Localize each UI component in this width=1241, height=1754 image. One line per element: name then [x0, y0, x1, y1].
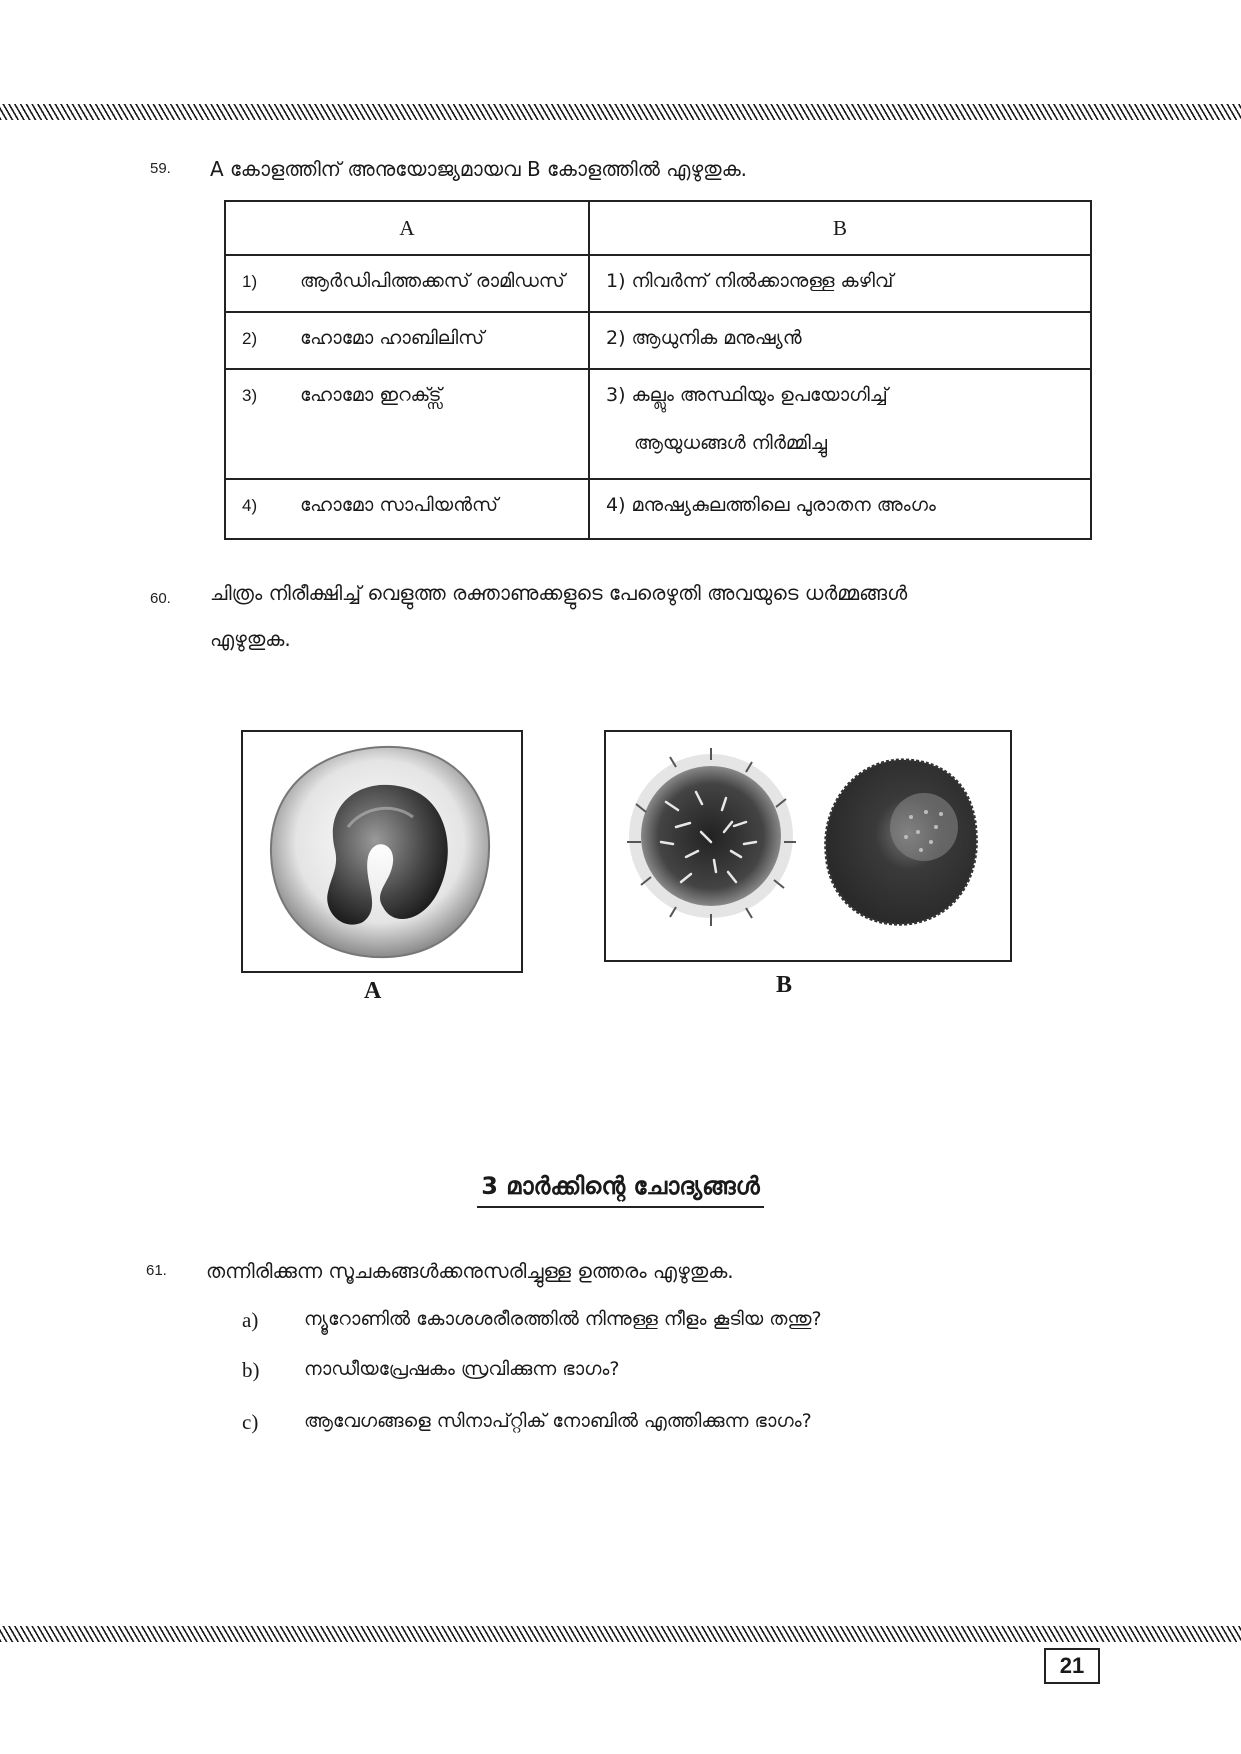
question-59-number: 59.	[150, 160, 171, 177]
row-number: 4)	[242, 496, 258, 515]
column-a-text: ആർഡിപിത്തക്കസ് രാമിഡസ്	[300, 270, 565, 292]
row-number: 2)	[242, 329, 258, 348]
column-a-header: A	[225, 201, 589, 255]
dark-cell-image	[826, 760, 977, 924]
question-61-number: 61.	[146, 1262, 167, 1279]
list-item	[242, 1308, 1042, 1338]
column-a-cell	[225, 369, 589, 479]
list-item	[242, 1358, 1042, 1388]
question-61-text: തന്നിരിക്കുന്ന സൂചകങ്ങൾക്കനുസരിച്ചുള്ള ഉത്തരം എഴുതുക.	[206, 1259, 734, 1283]
column-b-cell	[589, 255, 1091, 312]
figure-a-label: A	[364, 978, 382, 1004]
table-row	[225, 312, 1091, 369]
column-b-cell	[589, 369, 1091, 479]
bottom-hatch-border	[0, 1626, 1241, 1642]
white-blood-cells-b-image	[606, 732, 1010, 960]
column-a-text: ഹോമോ ഇറക്ട്സ്	[300, 384, 442, 406]
section-heading	[0, 1172, 1241, 1200]
question-60-text-line2: എഴുതുക.	[210, 627, 291, 651]
column-a-cell	[225, 312, 589, 369]
item-text: നാഡീയപ്രേഷകം സ്രവിക്കുന്ന ഭാഗം?	[304, 1358, 620, 1380]
table-row	[225, 369, 1091, 479]
question-59-text: A കോളത്തിന് അനുയോജ്യമായവ B കോളത്തിൽ എഴുതുക.	[210, 157, 748, 181]
item-text: ആവേഗങ്ങളെ സിനാപ്റ്റിക് നോബിൽ എത്തിക്കുന്ന ഭാഗം?	[304, 1410, 812, 1432]
row-number: 1)	[242, 272, 258, 291]
column-a-text: ഹോമോ സാപിയൻസ്	[300, 494, 499, 516]
column-b-cell	[589, 312, 1091, 369]
top-hatch-border	[0, 104, 1241, 120]
column-a-cell	[225, 255, 589, 312]
table-header-row	[225, 201, 1091, 255]
question-60-text-line1: ചിത്രം നിരീക്ഷിച്ച് വെളുത്ത രക്താണുക്കളുടെ പേരെഴുതി അവയുടെ ധർമ്മങ്ങൾ	[210, 581, 908, 605]
item-label: b)	[242, 1358, 260, 1382]
item-text: ന്യൂറോണിൽ കോശശരീരത്തിൽ നിന്നുള്ള നീളം കൂടിയ തന്തു?	[304, 1308, 822, 1330]
item-label: a)	[242, 1308, 259, 1332]
table-row	[225, 255, 1091, 312]
column-a-text: ഹോമോ ഹാബിലിസ്	[300, 327, 485, 349]
question-60-number: 60.	[150, 590, 171, 607]
column-b-text: 1) നിവർന്ന് നിൽക്കാനുള്ള കഴിവ്	[606, 270, 894, 292]
list-item	[242, 1410, 1042, 1440]
column-b-text-line2: ആയുധങ്ങൾ നിർമ്മിച്ചു	[634, 432, 828, 454]
figure-b-box	[604, 730, 1012, 962]
white-blood-cell-a-image	[243, 732, 521, 971]
table-row	[225, 479, 1091, 539]
column-b-header: B	[589, 201, 1091, 255]
column-b-text: 4) മനുഷ്യകുലത്തിലെ പുരാതന അംഗം	[606, 494, 936, 516]
column-b-text: 2) ആധുനിക മനുഷ്യൻ	[606, 327, 802, 349]
figure-b-label: B	[776, 972, 793, 998]
matching-table	[224, 200, 1092, 540]
row-number: 3)	[242, 386, 258, 405]
page-number: 21	[1044, 1648, 1100, 1684]
column-b-cell	[589, 479, 1091, 539]
column-a-cell	[225, 479, 589, 539]
hairy-cell-image	[627, 748, 796, 926]
section-heading-text: 3 മാർക്കിന്റെ ചോദ്യങ്ങൾ	[477, 1172, 764, 1208]
figure-a-box	[241, 730, 523, 973]
item-label: c)	[242, 1410, 259, 1434]
column-b-text: 3) കല്ലും അസ്ഥിയും ഉപയോഗിച്ച്	[606, 384, 888, 406]
